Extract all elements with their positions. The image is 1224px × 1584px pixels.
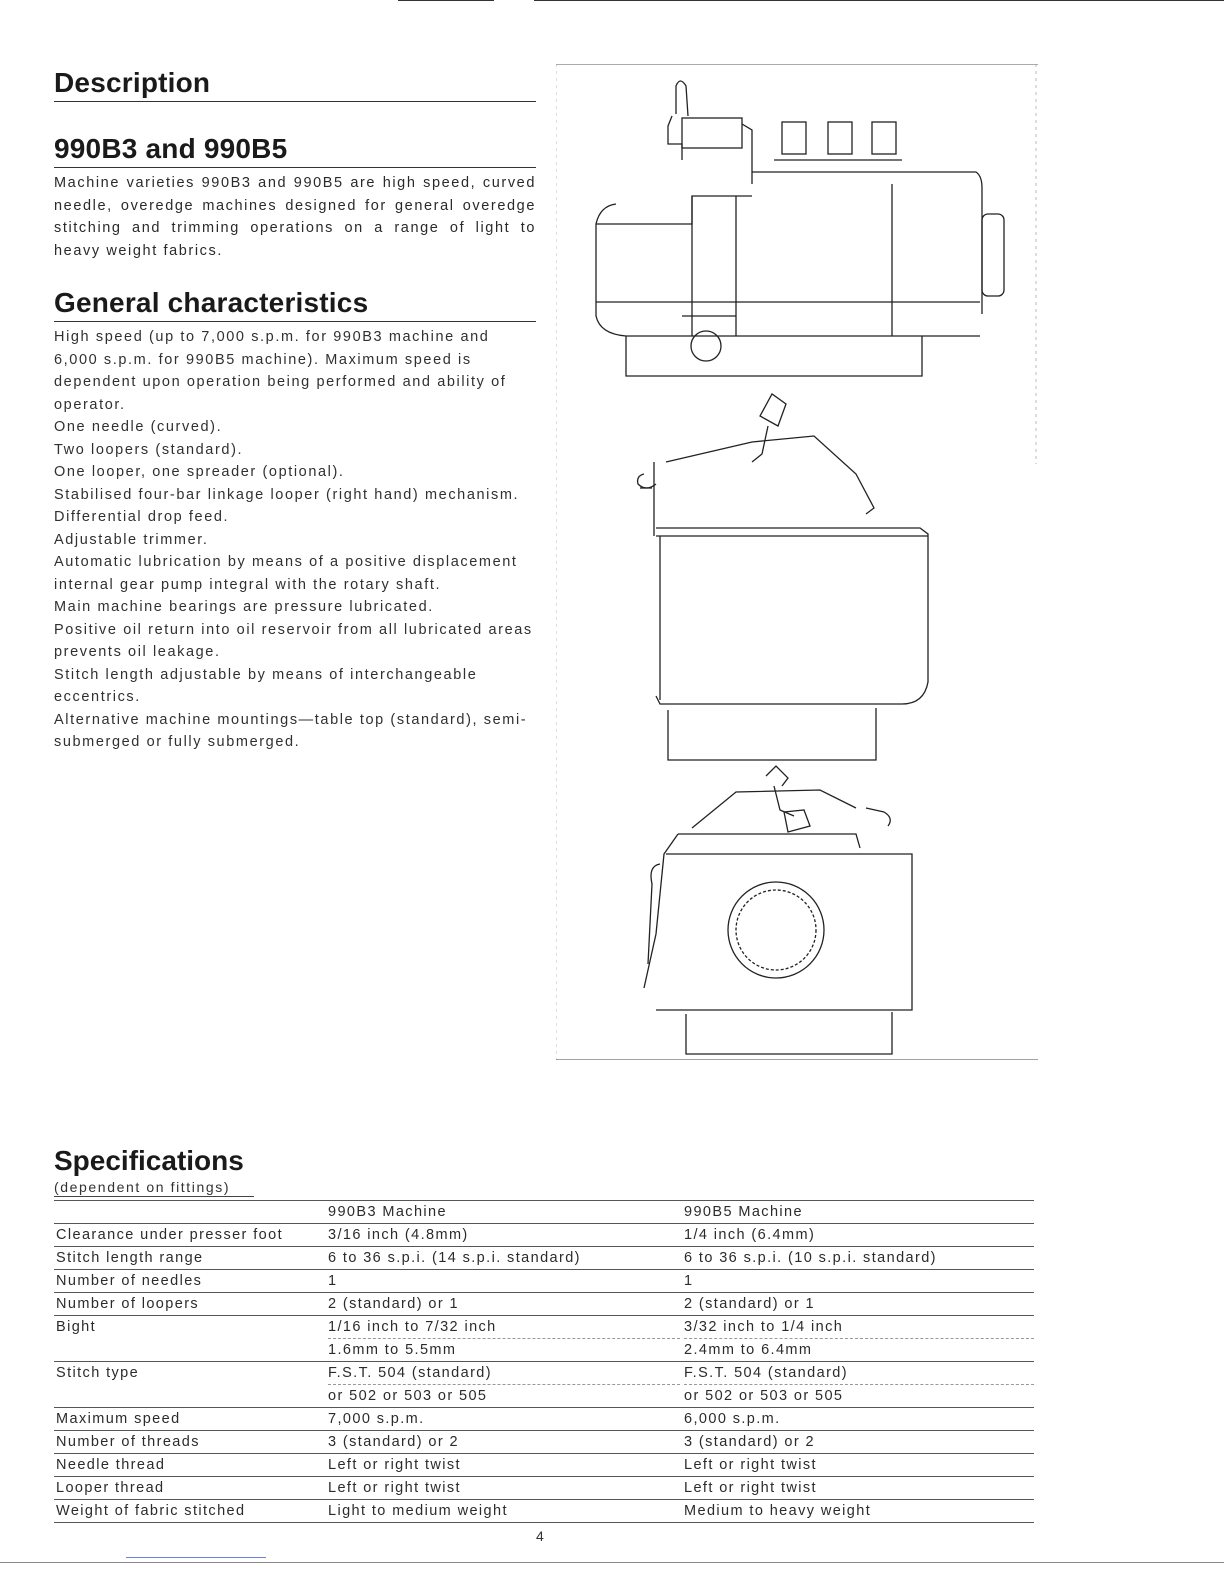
spec-value-line: Left or right twist: [328, 1457, 461, 1473]
spec-value-990b3: [324, 1500, 680, 1523]
list-item: Stitch length adjustable by means of interchangeable eccentrics.: [54, 666, 478, 705]
column-header-990b3: 990B3 Machine: [324, 1201, 680, 1224]
spec-value-990b5: [680, 1247, 1034, 1270]
spec-label: Maximum speed: [54, 1408, 324, 1431]
table-row: [54, 1431, 1034, 1454]
spec-value-line: 2 (standard) or 1: [684, 1296, 815, 1312]
specifications-table: [54, 1200, 1034, 1523]
spec-value-line: 2.4mm to 6.4mm: [684, 1338, 1034, 1361]
list-item: Two loopers (standard).: [54, 441, 244, 458]
spec-value-990b5: [680, 1408, 1034, 1431]
spec-value-line: 7,000 s.p.m.: [328, 1411, 425, 1427]
spec-label: Number of threads: [54, 1431, 324, 1454]
description-body: Machine varieties 990B3 and 990B5 are high speed, curved needle, overedge machines designed for general overedge stitching and trimming operations on a range of light to heavy weight fabrics.: [54, 175, 536, 259]
list-item: Adjustable trimmer.: [54, 531, 209, 548]
spec-value-990b3: [324, 1454, 680, 1477]
spec-value-990b5: [680, 1316, 1034, 1362]
description-heading: Description: [54, 66, 536, 102]
spec-value-line: 6 to 36 s.p.i. (10 s.p.i. standard): [684, 1250, 937, 1266]
specifications-header: [54, 1144, 254, 1197]
spec-value-line: 1/16 inch to 7/32 inch: [328, 1319, 497, 1335]
spec-label: Stitch type: [54, 1362, 324, 1408]
spec-value-line: or 502 or 503 or 505: [328, 1384, 680, 1407]
front-view-drawing: [638, 394, 928, 760]
list-item: One needle (curved).: [54, 419, 223, 435]
side-view-drawing: [596, 81, 1004, 376]
table-row: [54, 1477, 1034, 1500]
spec-label: Number of loopers: [54, 1293, 324, 1316]
specifications-subheading: (dependent on fittings): [54, 1178, 254, 1197]
list-item: Differential drop feed.: [54, 509, 230, 525]
spec-value-line: 1.6mm to 5.5mm: [328, 1338, 680, 1361]
table-row: [54, 1293, 1034, 1316]
column-header-label: [54, 1201, 324, 1224]
spec-value-990b3: [324, 1293, 680, 1316]
list-item: Main machine bearings are pressure lubricated.: [54, 599, 434, 615]
spec-value-line: 3/16 inch (4.8mm): [328, 1227, 469, 1243]
spec-value-line: Light to medium weight: [328, 1503, 508, 1519]
spec-value-990b5: [680, 1293, 1034, 1316]
spec-value-990b3: [324, 1270, 680, 1293]
spec-value-990b3: [324, 1247, 680, 1270]
table-row: [54, 1500, 1034, 1523]
specifications-heading: Specifications: [54, 1145, 244, 1176]
characteristics-heading: General characteristics: [54, 286, 536, 322]
table-row: [54, 1362, 1034, 1408]
table-row: [54, 1454, 1034, 1477]
spec-value-line: 3 (standard) or 2: [328, 1434, 459, 1450]
page-number: 4: [536, 1528, 544, 1544]
spec-value-line: 6 to 36 s.p.i. (14 s.p.i. standard): [328, 1250, 581, 1266]
spec-value-line: Left or right twist: [684, 1457, 817, 1473]
spec-value-line: 3/32 inch to 1/4 inch: [684, 1319, 844, 1335]
specifications-table-body: [54, 1224, 1034, 1523]
bottom-rule: [0, 1562, 1224, 1563]
model-heading: 990B3 and 990B5: [54, 132, 536, 168]
spec-value-990b3: [324, 1408, 680, 1431]
spec-value-line: 6,000 s.p.m.: [684, 1411, 781, 1427]
spec-label: Number of needles: [54, 1270, 324, 1293]
top-rule-right: [534, 0, 1224, 1]
spec-value-990b5: [680, 1431, 1034, 1454]
spec-label: Looper thread: [54, 1477, 324, 1500]
text-column: [54, 66, 536, 754]
list-item: Stabilised four-bar linkage looper (right hand) mechanism.: [54, 486, 520, 503]
column-header-990b5: 990B5 Machine: [680, 1201, 1034, 1224]
table-row: [54, 1408, 1034, 1431]
spec-value-990b3: [324, 1477, 680, 1500]
spec-value-line: F.S.T. 504 (standard): [328, 1365, 492, 1381]
spec-value-990b3: [324, 1431, 680, 1454]
spec-label: Clearance under presser foot: [54, 1224, 324, 1247]
spec-value-line: 2 (standard) or 1: [328, 1296, 459, 1312]
machine-drawings-figure: [556, 64, 1038, 1060]
list-item: One looper, one spreader (optional).: [54, 464, 345, 480]
spec-value-line: 1: [684, 1273, 694, 1289]
spec-value-990b5: [680, 1454, 1034, 1477]
spec-value-990b3: [324, 1224, 680, 1247]
rear-view-drawing: [644, 766, 912, 1054]
spec-value-line: 1: [328, 1273, 338, 1289]
characteristics-list: [54, 326, 536, 754]
spec-value-line: 1/4 inch (6.4mm): [684, 1227, 816, 1243]
table-row: [54, 1224, 1034, 1247]
spec-label: Bight: [54, 1316, 324, 1362]
spec-value-990b5: [680, 1477, 1034, 1500]
spec-label: Stitch length range: [54, 1247, 324, 1270]
spec-value-990b5: [680, 1500, 1034, 1523]
spec-value-line: Medium to heavy weight: [684, 1503, 872, 1519]
top-rule-left: [398, 0, 494, 1]
list-item: Alternative machine mountings—table top (standard), semi-submerged or fully submerged.: [54, 711, 528, 750]
spec-value-line: Left or right twist: [328, 1480, 461, 1496]
spec-value-line: or 502 or 503 or 505: [684, 1384, 1034, 1407]
table-row: [54, 1316, 1034, 1362]
spec-value-line: F.S.T. 504 (standard): [684, 1365, 848, 1381]
spec-value-990b3: [324, 1316, 680, 1362]
spec-value-990b3: [324, 1362, 680, 1408]
spec-label: Weight of fabric stitched: [54, 1500, 324, 1523]
spec-label: Needle thread: [54, 1454, 324, 1477]
scan-edge-mark: [126, 1557, 266, 1558]
spec-value-line: Left or right twist: [684, 1480, 817, 1496]
list-item: High speed (up to 7,000 s.p.m. for 990B3 machine and 6,000 s.p.m. for 990B5 machine). Maximum speed is dependent upon operation being performed and ability of operator.: [54, 329, 507, 413]
spec-value-990b5: [680, 1362, 1034, 1408]
list-item: Automatic lubrication by means of a positive displacement internal gear pump integral with the rotary shaft.: [54, 554, 518, 593]
list-item: Positive oil return into oil reservoir from all lubricated areas prevents oil leakage.: [54, 621, 533, 660]
spec-value-990b5: [680, 1270, 1034, 1293]
table-row: [54, 1270, 1034, 1293]
spec-value-line: 3 (standard) or 2: [684, 1434, 815, 1450]
table-header-row: [54, 1201, 1034, 1224]
table-row: [54, 1247, 1034, 1270]
spec-value-990b5: [680, 1224, 1034, 1247]
